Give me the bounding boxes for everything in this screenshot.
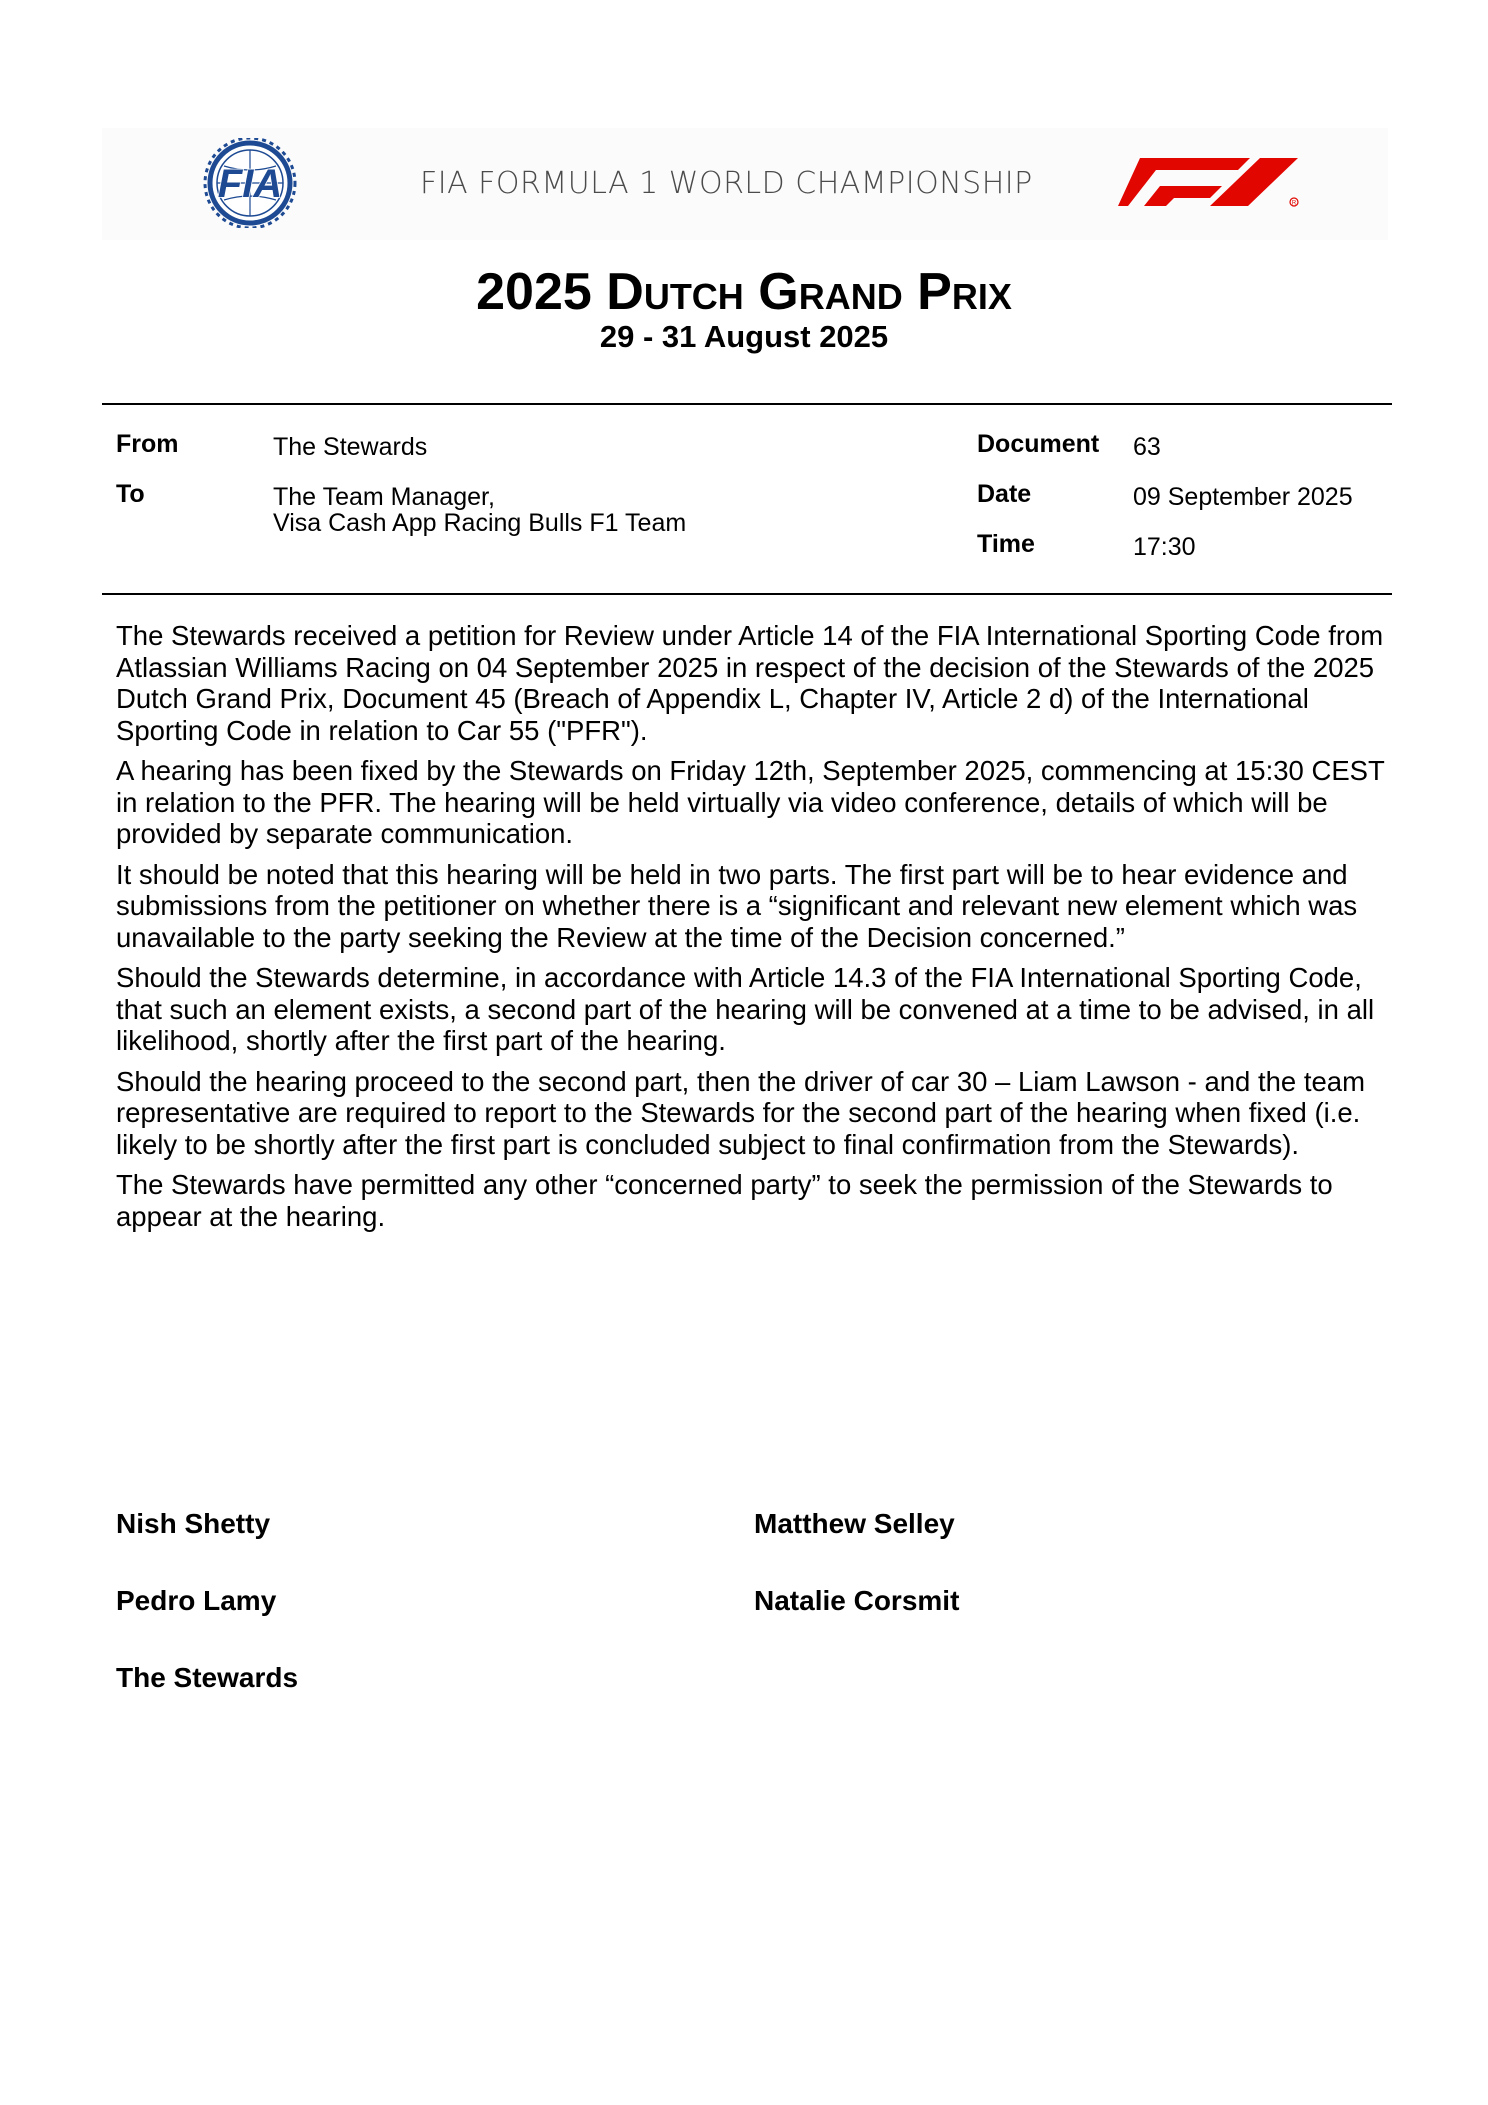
to-value-line1: The Team Manager,	[273, 483, 495, 511]
svg-text:R: R	[1291, 200, 1297, 207]
document-value: 63	[1133, 433, 1161, 461]
fia-logo	[190, 138, 316, 228]
body-paragraph: A hearing has been fixed by the Stewards on Friday 12th, September 2025, commencing at 15:30 CEST in relation to the PFR. The hearing will be held virtually via video conference, details of which will be provided by separate communication.	[116, 755, 1385, 849]
date-label: Date	[977, 480, 1032, 508]
body-paragraph: Should the hearing proceed to the second part, then the driver of car 30 – Liam Lawson - and the team representative are required to report to the Stewards for the second part of the hearing when fixed (i.e. likely to be shortly after the first part is concluded subject to final confirmation from the Stewards).	[116, 1065, 1365, 1160]
decision-body	[116, 620, 1396, 1241]
date-value: 09 September 2025	[1133, 483, 1353, 511]
header-divider	[102, 403, 1392, 405]
from-label: From	[116, 430, 179, 458]
body-paragraph: The Stewards received a petition for Review under Article 14 of the FIA International Sporting Code from Atlassian Williams Racing on 04 September 2025 in respect of the decision of the Stewards of the 2025 Dutch Grand Prix, Document 45 (Breach of Appendix L, Chapter IV, Article 2 d) of the International Sporting Code in relation to Car 55 ("PFR").	[116, 620, 1384, 746]
time-value: 17:30	[1133, 533, 1196, 561]
body-paragraph: It should be noted that this hearing will be held in two parts. The first part will be to hear evidence and submissions from the petitioner on whether there is a “significant and relevant new element which was unavailable to the party seeking the Review at the time of the Decision concerned.”	[116, 858, 1358, 953]
steward-name: Matthew Selley	[754, 1508, 955, 1539]
body-paragraph: Should the Stewards determine, in accordance with Article 14.3 of the FIA International Sporting Code, that such an element exists, a second part of the hearing will be convened at a time to be advised, in all likelihood, shortly after the first part of the hearing.	[116, 962, 1375, 1056]
fia-logo-text: FIA	[217, 162, 283, 206]
to-label: To	[116, 480, 145, 508]
to-value-line2: Visa Cash App Racing Bulls F1 Team	[273, 509, 687, 537]
f1-logo	[1118, 156, 1304, 208]
signature-closing: The Stewards	[116, 1662, 299, 1693]
steward-name: Natalie Corsmit	[754, 1585, 960, 1616]
championship-title: FIA FORMULA 1 WORLD CHAMPIONSHIP	[420, 166, 1033, 201]
steward-name: Nish Shetty	[116, 1508, 271, 1539]
body-paragraph: The Stewards have permitted any other “concerned party” to seek the permission of the Stewards to appear at the hearing.	[116, 1169, 1333, 1232]
steward-name: Pedro Lamy	[116, 1585, 277, 1616]
event-title	[0, 262, 1488, 322]
event-title-text: 2025 Dutch Grand Prix	[476, 263, 1012, 321]
time-label: Time	[977, 530, 1035, 558]
meta-divider	[102, 593, 1392, 595]
event-dates: 29 - 31 August 2025	[599, 319, 889, 354]
document-label: Document	[977, 430, 1100, 458]
from-value: The Stewards	[273, 433, 428, 461]
